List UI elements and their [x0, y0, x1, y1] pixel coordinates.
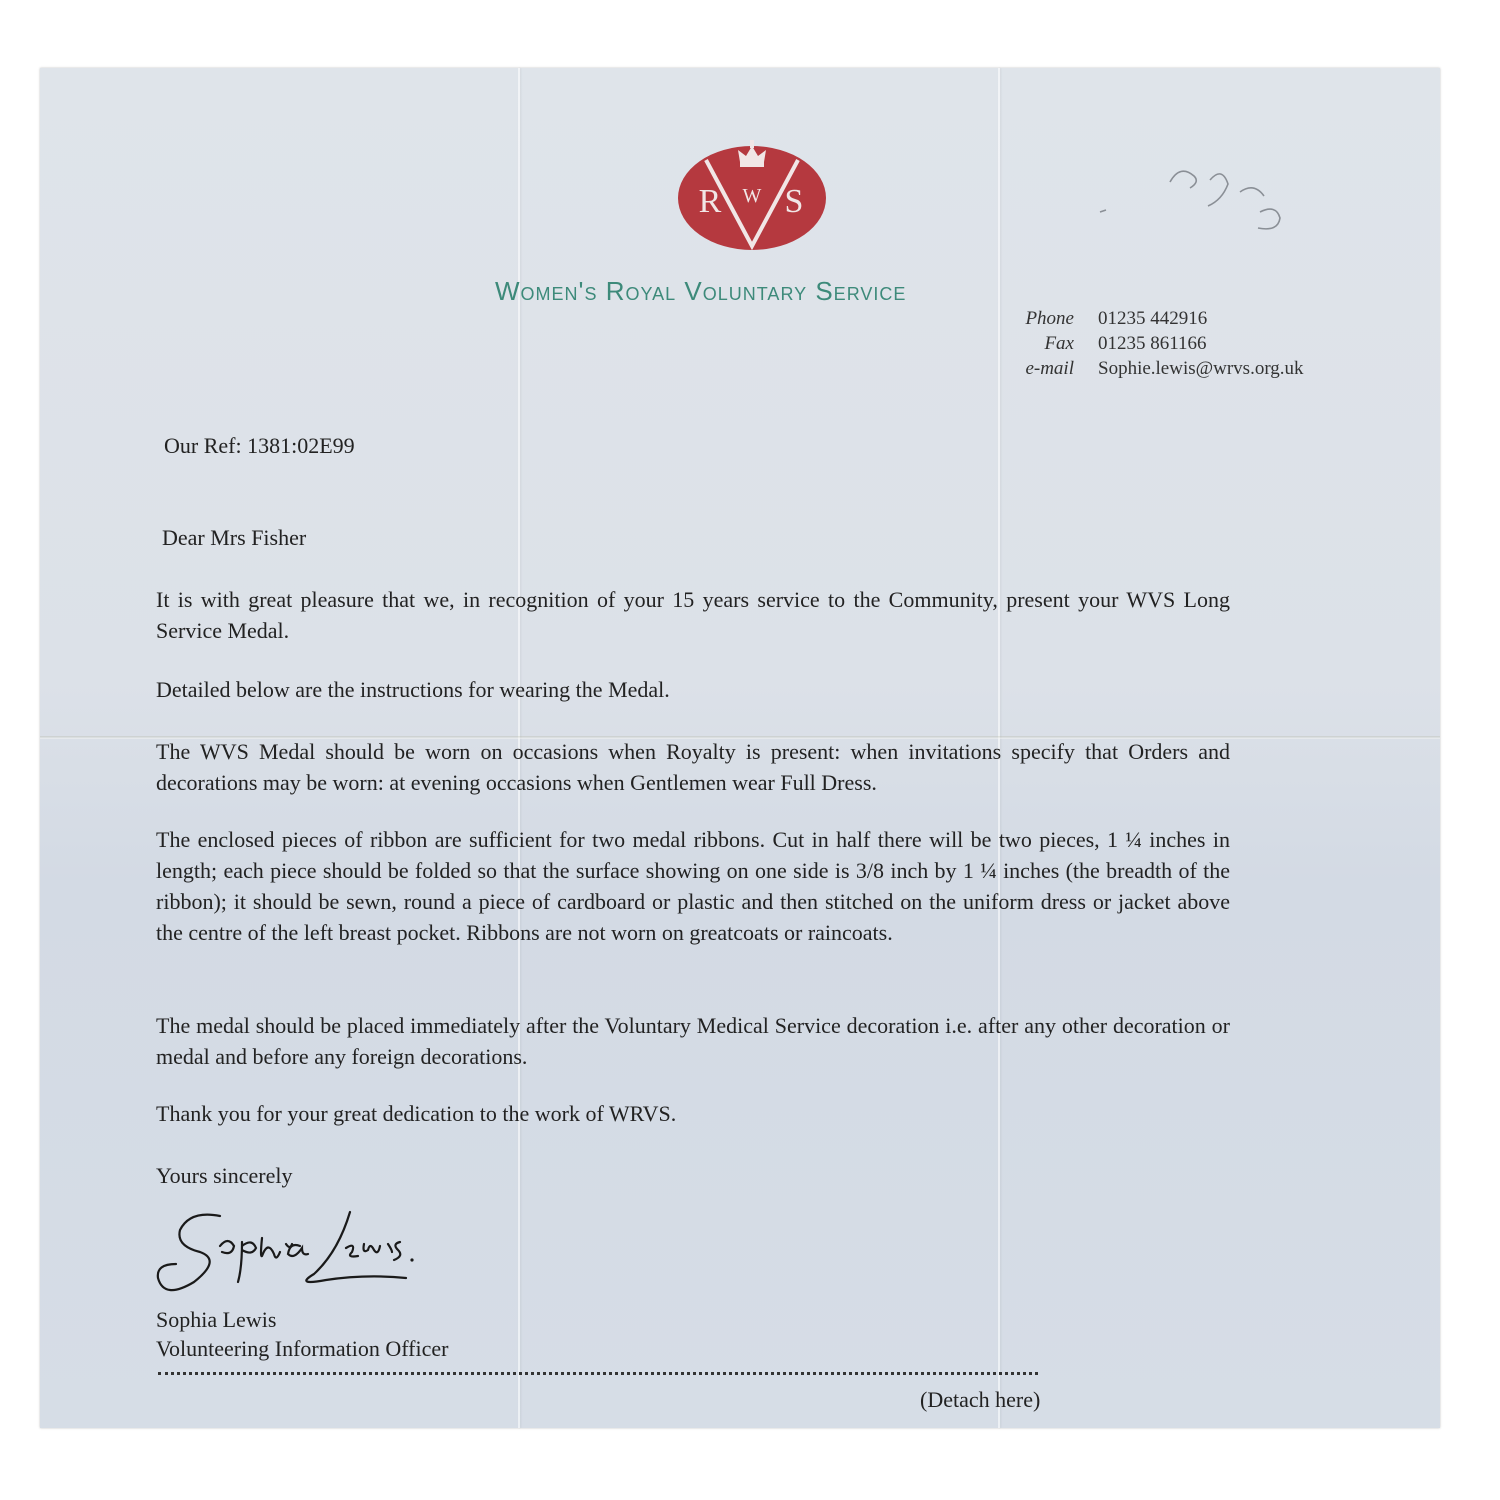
rws-logo: [676, 140, 828, 252]
signatory-name: Sophia Lewis: [156, 1307, 277, 1332]
phone-label: Phone: [1025, 307, 1074, 329]
letter-sheet: [40, 68, 1440, 1428]
phone-row: [1010, 306, 1304, 331]
phone-number: 01235 442916: [1098, 307, 1208, 329]
email-label: e-mail: [1025, 357, 1074, 379]
paragraph: The medal should be placed immediately after the Voluntary Medical Service decoration i.e. after any other decoration or medal and before any foreign decorations.: [156, 1013, 1230, 1069]
email-row: [1010, 356, 1304, 381]
detach-label: (Detach here): [920, 1387, 1041, 1412]
reference-number: Our Ref: 1381:02E99: [164, 433, 355, 458]
svg-text:S: S: [784, 183, 804, 220]
paragraph: It is with great pleasure that we, in recognition of your 15 years service to the Community, present your WVS Long Service Medal.: [156, 587, 1230, 643]
closing: Yours sincerely: [156, 1163, 293, 1188]
svg-text:R: R: [698, 183, 722, 220]
signatory-title: Volunteering Information Officer: [156, 1336, 449, 1361]
paragraph: The enclosed pieces of ribbon are sufficient for two medal ribbons. Cut in half there will be two pieces, 1 ¼ inches in length; each piece should be folded so that the surface showing on one side is 3/8 inch by 1 ¼ inches (the breadth of the ribbon); it should be sewn, round a piece of cardboard or plastic and then stitched on the uniform dress or jacket above the centre of the left breast pocket. Ribbons are not worn on greatcoats or raincoats.: [156, 827, 1230, 945]
email-address: Sophie.lewis@wrvs.org.uk: [1098, 357, 1304, 379]
paragraph: The WVS Medal should be worn on occasions when Royalty is present: when invitations specify that Orders and decorations may be worn: at evening occasions when Gentlemen wear Full Dress.: [156, 739, 1230, 795]
handwritten-signature: [150, 1198, 420, 1298]
paragraph: Thank you for your great dedication to the work of WRVS.: [156, 1101, 677, 1126]
pencil-annotation: [1090, 152, 1320, 252]
fax-row: [1010, 331, 1304, 356]
svg-text:W: W: [742, 185, 762, 207]
paragraph: Detailed below are the instructions for wearing the Medal.: [156, 677, 670, 702]
fax-number: 01235 861166: [1098, 332, 1207, 354]
organization-name: Women's Royal Voluntary Service: [495, 276, 907, 306]
detach-dotted-line: [158, 1372, 1038, 1375]
fax-label: Fax: [1044, 332, 1074, 354]
salutation: Dear Mrs Fisher: [162, 525, 307, 550]
contact-block: [1010, 306, 1304, 381]
